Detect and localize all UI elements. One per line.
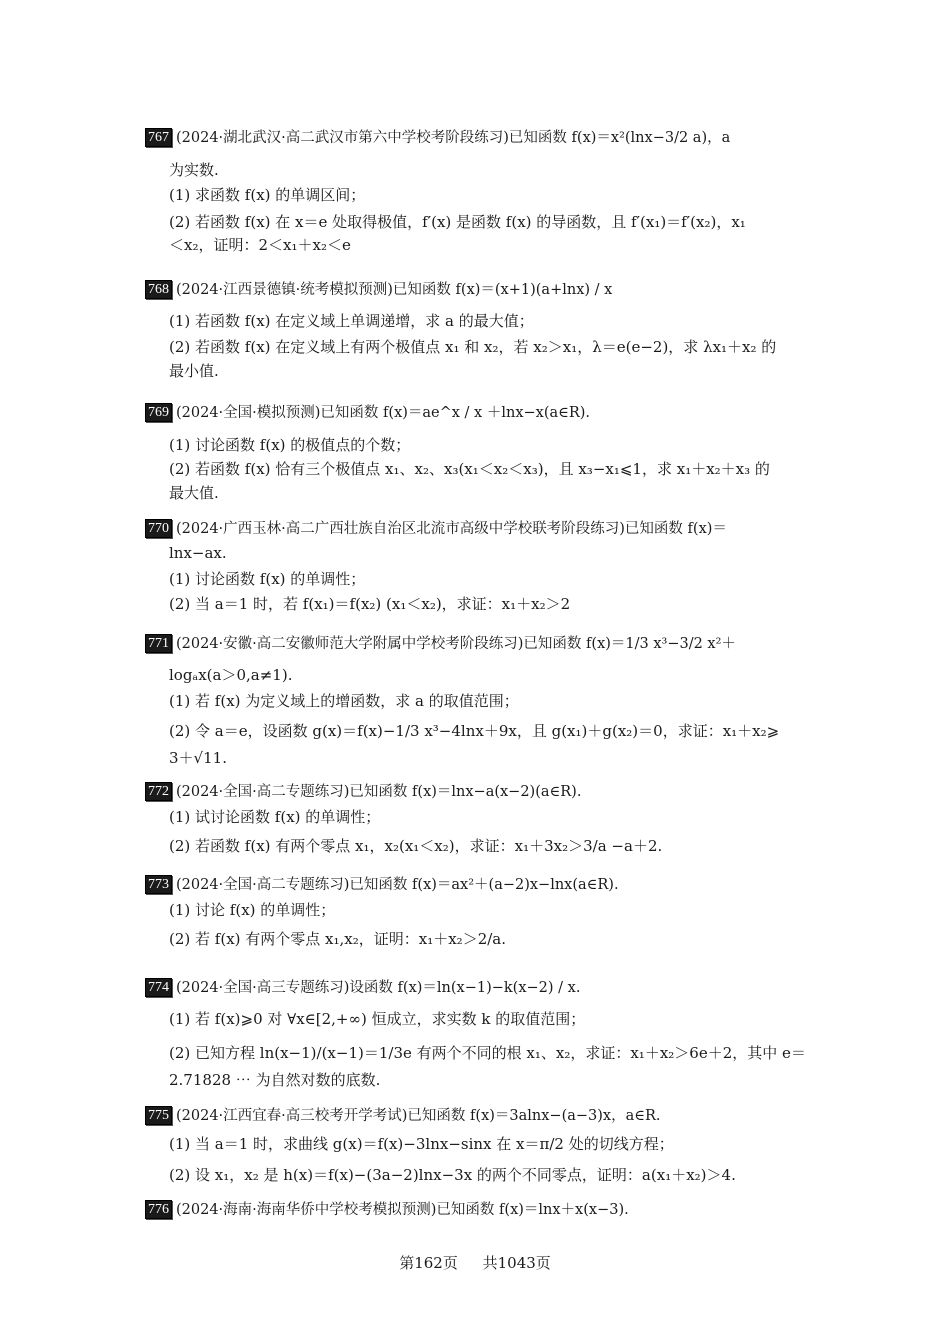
problem-text-line: (2024·江西景德镇·统考模拟预测)已知函数 f(x)＝(x+1)(a+lnx) / x bbox=[176, 282, 613, 298]
problem-text-line: 最大值. bbox=[169, 484, 219, 502]
problem-text-line: (1) 讨论函数 f(x) 的极值点的个数； bbox=[169, 436, 411, 454]
problem-text-line: (1) 若 f(x)⩾0 对 ∀x∈[2,+∞) 恒成立，求实数 k 的取值范围； bbox=[169, 1010, 586, 1028]
problem-text-line: (2) 令 a＝e，设函数 g(x)＝f(x)−1/3 x³−4lnx＋9x，且 g(x₁)＋g(x₂)＝0，求证：x₁＋x₂⩾ bbox=[169, 722, 780, 740]
problem-number-badge: 767 bbox=[145, 128, 172, 147]
problem-text-line: (2) 若函数 f(x) 在定义域上有两个极值点 x₁ 和 x₂，若 x₂＞x₁，λ＝e(e−2)，求 λx₁＋x₂ 的 bbox=[169, 338, 777, 356]
problem-number-badge: 771 bbox=[145, 634, 172, 653]
problem-text-line: (1) 求函数 f(x) 的单调区间； bbox=[169, 186, 366, 204]
problem-text-line: 3＋√11. bbox=[169, 749, 227, 767]
problem-text-line: (2024·全国·高三专题练习)设函数 f(x)＝ln(x−1)−k(x−2) / x. bbox=[176, 980, 581, 996]
problem-text-line: (2) 若函数 f(x) 在 x＝e 处取得极值，f′(x) 是函数 f(x) 的导函数，且 f′(x₁)＝f′(x₂)，x₁ bbox=[169, 213, 746, 231]
problem-text-line: (1) 若 f(x) 为定义域上的增函数，求 a 的取值范围； bbox=[169, 692, 519, 710]
problem-number-badge: 772 bbox=[145, 782, 172, 801]
problem-text-line: (1) 讨论函数 f(x) 的单调性； bbox=[169, 570, 366, 588]
problem-number-badge: 776 bbox=[145, 1200, 172, 1219]
problem-text-line: (2024·安徽·高二安徽师范大学附属中学校考阶段练习)已知函数 f(x)＝1/3 x³−3/2 x²＋ bbox=[176, 636, 736, 652]
problem-text-line: (2024·全国·高二专题练习)已知函数 f(x)＝ax²＋(a−2)x−lnx(a∈R). bbox=[176, 877, 619, 893]
total-pages: 共1043页 bbox=[482, 1254, 551, 1272]
problem-text-line: (2024·海南·海南华侨中学校考模拟预测)已知函数 f(x)＝lnx＋x(x−3). bbox=[176, 1202, 629, 1218]
problem-text-line: (1) 讨论 f(x) 的单调性； bbox=[169, 901, 336, 919]
problem-text-line: 2.71828 ⋯ 为自然对数的底数. bbox=[169, 1071, 381, 1089]
problem-text-line: (2024·全国·高二专题练习)已知函数 f(x)＝lnx−a(x−2)(a∈R). bbox=[176, 784, 582, 800]
problem-number-badge: 768 bbox=[145, 280, 172, 299]
problem-number-badge: 775 bbox=[145, 1106, 172, 1125]
problem-text-line: (2024·江西宜春·高三校考开学考试)已知函数 f(x)＝3alnx−(a−3)x，a∈R. bbox=[176, 1108, 661, 1124]
problem-text-line: (1) 若函数 f(x) 在定义域上单调递增，求 a 的最大值； bbox=[169, 312, 534, 330]
problem-text-line: (2024·湖北武汉·高二武汉市第六中学校考阶段练习)已知函数 f(x)＝x²(lnx−3/2 a)，a bbox=[176, 130, 731, 146]
problem-text-line: (2) 若函数 f(x) 有两个零点 x₁，x₂(x₁＜x₂)，求证：x₁＋3x₂＞3/a −a＋2. bbox=[169, 837, 663, 855]
problem-text-line: (2) 设 x₁，x₂ 是 h(x)＝f(x)−(3a−2)lnx−3x 的两个不同零点，证明：a(x₁＋x₂)＞4. bbox=[169, 1166, 736, 1184]
problem-text-line: logₐx(a＞0,a≠1). bbox=[169, 666, 293, 684]
problem-number-badge: 769 bbox=[145, 403, 172, 422]
problem-text-line: 最小值. bbox=[169, 362, 219, 380]
problem-text-line: (1) 当 a＝1 时，求曲线 g(x)＝f(x)−3lnx−sinx 在 x＝π/2 处的切线方程； bbox=[169, 1135, 674, 1153]
problem-text-line: (2) 若函数 f(x) 恰有三个极值点 x₁、x₂、x₃(x₁＜x₂＜x₃)，且 x₃−x₁⩽1，求 x₁＋x₂＋x₃ 的 bbox=[169, 460, 770, 478]
problem-number-badge: 773 bbox=[145, 875, 172, 894]
problem-number-badge: 774 bbox=[145, 978, 172, 997]
problem-text-line: (2) 当 a＝1 时，若 f(x₁)＝f(x₂) (x₁＜x₂)，求证：x₁＋x₂＞2 bbox=[169, 595, 571, 613]
problem-text-line: (2024·全国·模拟预测)已知函数 f(x)＝ae^x / x ＋lnx−x(a∈R). bbox=[176, 405, 591, 421]
problem-text-line: (2024·广西玉林·高二广西壮族自治区北流市高级中学校联考阶段练习)已知函数 f(x)＝ bbox=[176, 521, 727, 537]
page-footer bbox=[0, 1252, 950, 1273]
problem-text-line: (1) 试讨论函数 f(x) 的单调性； bbox=[169, 808, 381, 826]
problem-text-line: lnx−ax. bbox=[169, 544, 227, 562]
problem-text-line: (2) 若 f(x) 有两个零点 x₁,x₂，证明：x₁＋x₂＞2/a. bbox=[169, 930, 507, 948]
problem-number-badge: 770 bbox=[145, 519, 172, 538]
problem-text-line: 为实数. bbox=[169, 161, 219, 179]
page-number: 第162页 bbox=[399, 1254, 458, 1272]
problem-text-line: ＜x₂，证明：2＜x₁＋x₂＜e bbox=[169, 236, 351, 254]
problem-text-line: (2) 已知方程 ln(x−1)/(x−1)＝1/3e 有两个不同的根 x₁、x₂，求证：x₁＋x₂＞6e＋2，其中 e＝ bbox=[169, 1044, 806, 1062]
